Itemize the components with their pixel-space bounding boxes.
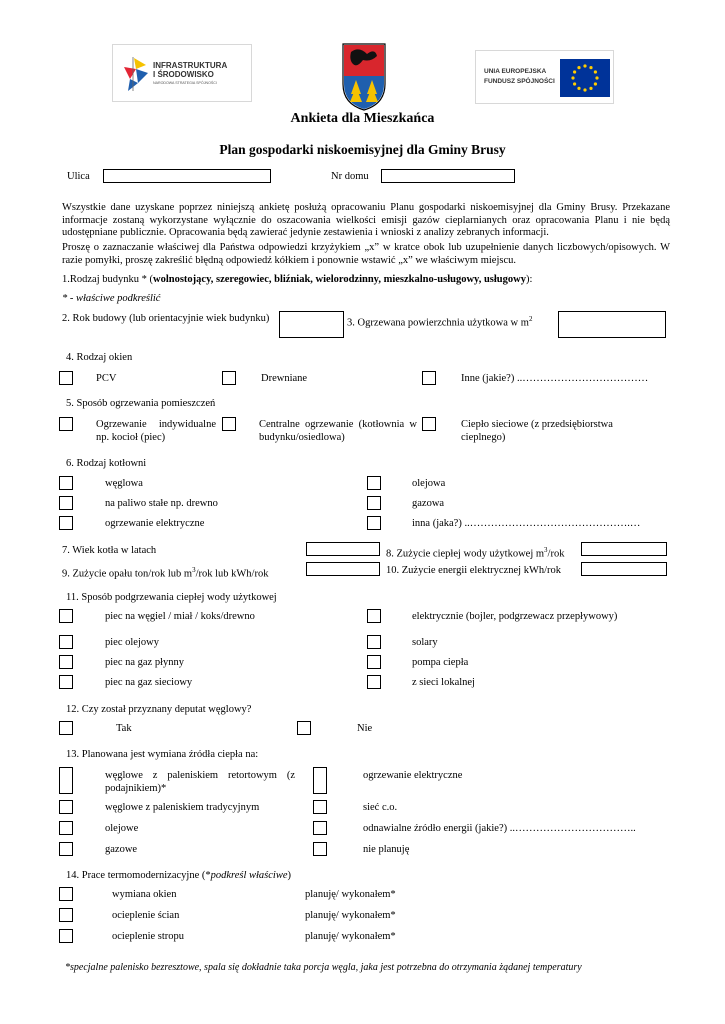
q1-label: 1.Rodzaj budynku * ( (62, 274, 153, 285)
q13-network-checkbox[interactable] (313, 800, 327, 814)
q5-individual-label: Ogrzewanie indywidualne np. kocioł (piec) (96, 419, 216, 443)
q3-label (347, 313, 532, 330)
q7-boiler-age-input[interactable] (306, 542, 380, 556)
q9-sup: 3 (192, 566, 196, 574)
q6-gas-label: gazowa (412, 498, 445, 509)
q6-oil-checkbox[interactable] (367, 476, 381, 490)
q6-oil-label: olejowa (412, 478, 446, 489)
q12-no-checkbox[interactable] (297, 721, 311, 735)
q8-label-text: 8. Zużycie ciepłej wody użytkowej m (386, 548, 545, 560)
q11-solar-label: solary (412, 637, 438, 648)
page-title: Ankieta dla Mieszkańca (290, 111, 435, 126)
q6-electric-label: ogrzewanie elektryczne (105, 518, 205, 529)
q13-gas-checkbox[interactable] (59, 842, 73, 856)
q4-wood-checkbox[interactable] (222, 371, 236, 385)
q11-oil-stove-label: piec olejowy (105, 637, 159, 648)
q13-no-plan-label: nie planuję (363, 844, 410, 855)
house-number-input[interactable] (381, 169, 515, 183)
q12-no-label: Nie (357, 723, 373, 734)
q11-solar-checkbox[interactable] (367, 635, 381, 649)
q14-label-text: 14. Prace termomodernizacyjne (* (66, 870, 211, 881)
q6-label: 6. Rodzaj kotłowni (66, 458, 147, 469)
q14-label (66, 869, 291, 882)
q11-coal-stove-checkbox[interactable] (59, 609, 73, 623)
logo-infra-name2: I ŚRODOWISKO (153, 70, 214, 79)
infrastruktura-logo (112, 44, 252, 102)
q14-label-end: ) (287, 870, 292, 881)
q5-central-label: Centralne ogrzewanie (kotłownia w budynku/osiedlowa) (259, 419, 417, 443)
q3-sup: 2 (528, 315, 533, 323)
q5-district-label: Ciepło sieciowe (z przedsiębiorstwa cieplnego) (461, 419, 613, 443)
nss-flag-icon (120, 55, 150, 93)
q8-label (386, 544, 564, 561)
q1-note: * - właściwe podkreślić (62, 293, 161, 304)
q13-oil-checkbox[interactable] (59, 821, 73, 835)
q12-yes-label: Tak (116, 723, 132, 734)
q13-label: 13. Planowana jest wymiana źródła ciepła na: (66, 749, 259, 760)
q9-label-text: 9. Zużycie opału ton/rok lub m (62, 568, 193, 580)
q11-electric-checkbox[interactable] (367, 609, 381, 623)
q14-walls-label: ocieplenie ścian (112, 910, 180, 921)
q4-other-checkbox[interactable] (422, 371, 436, 385)
q13-retort-checkbox[interactable] (59, 767, 73, 794)
q10-label: 10. Zużycie energii elektrycznej kWh/rok (386, 565, 562, 576)
q11-oil-stove-checkbox[interactable] (59, 635, 73, 649)
q8-sup: 3 (544, 546, 548, 554)
q14-ceiling-checkbox[interactable] (59, 929, 73, 943)
q14-windows-checkbox[interactable] (59, 887, 73, 901)
q7-label: 7. Wiek kotła w latach (62, 545, 157, 556)
q13-electric-label: ogrzewanie elektryczne (363, 770, 463, 781)
q9-label (62, 564, 268, 581)
q8-end: /rok (547, 548, 565, 560)
q12-yes-checkbox[interactable] (59, 721, 73, 735)
q3-label-text: 3. Ogrzewana powierzchnia użytkowa w m (347, 317, 529, 329)
q14-ceiling-label: ocieplenie stropu (112, 931, 185, 942)
q1-options[interactable]: wolnostojący, szeregowiec, bliźniak, wielorodzinny, mieszkalno-usługowy, usługowy (153, 274, 526, 285)
q13-renewable-checkbox[interactable] (313, 821, 327, 835)
q13-network-label: sieć c.o. (363, 802, 398, 813)
q4-pcv-label: PCV (96, 373, 117, 384)
q14-label-italic: podkreśl właściwe (210, 870, 288, 881)
q11-local-network-checkbox[interactable] (367, 675, 381, 689)
q5-district-checkbox[interactable] (422, 417, 436, 431)
q11-heat-pump-label: pompa ciepła (412, 657, 469, 668)
q6-other-label: inna (jaka?) ..……………………………………….… (412, 518, 641, 529)
q9-end: /rok lub kWh/rok (195, 568, 269, 580)
logo-eu-name1: UNIA EUROPEJSKA (484, 68, 547, 75)
eu-cohesion-fund-logo (475, 50, 614, 104)
q14-windows-answer[interactable]: planuję/ wykonałem* (305, 889, 396, 900)
q6-electric-checkbox[interactable] (59, 516, 73, 530)
page-subtitle: Plan gospodarki niskoemisyjnej dla Gminy Brusy (219, 142, 506, 157)
q11-lpg-stove-label: piec na gaz płynny (105, 657, 185, 668)
q1-building-type (62, 273, 532, 286)
q13-gas-label: gazowe (105, 844, 138, 855)
q6-coal-checkbox[interactable] (59, 476, 73, 490)
q11-coal-stove-label: piec na węgiel / miał / koks/drewno (105, 611, 255, 622)
street-input[interactable] (103, 169, 271, 183)
q4-label: 4. Rodzaj okien (66, 352, 133, 363)
q14-ceiling-answer[interactable]: planuję/ wykonałem* (305, 931, 396, 942)
q11-label: 11. Sposób podgrzewania ciepłej wody użytkowej (66, 592, 277, 603)
q1-end: ): (525, 274, 533, 285)
logo-infra-name1: INFRASTRUKTURA (153, 61, 228, 70)
q14-walls-answer[interactable]: planuję/ wykonałem* (305, 910, 396, 921)
q11-network-gas-checkbox[interactable] (59, 675, 73, 689)
q10-electricity-input[interactable] (581, 562, 667, 576)
logo-eu-name2: FUNDUSZ SPÓJNOŚCI (484, 78, 555, 85)
q6-solid-fuel-checkbox[interactable] (59, 496, 73, 510)
eu-flag-icon (560, 59, 610, 97)
q13-retort-label: węglowe z paleniskiem retortowym (z podajnikiem)* (105, 770, 295, 794)
q13-renewable-label: odnawialne źródło energii (jakie?) ..…………………………….. (363, 823, 636, 834)
q13-traditional-coal-label: węglowe z paleniskiem tradycyjnym (105, 802, 260, 813)
q14-walls-checkbox[interactable] (59, 908, 73, 922)
q6-coal-label: węglowa (105, 478, 143, 489)
intro-paragraph-2: Proszę o zaznaczanie właściwej dla Państwa odpowiedzi krzyżykiem „x” w kratce obok lub uzupełnienie danych liczbowych/opisowych. W razie pomyłki, proszę zakreślić błędną odpowiedź kółkiem i ponownie wstawić „x” we właściwym miejscu. (62, 242, 670, 266)
q11-heat-pump-checkbox[interactable] (367, 655, 381, 669)
q6-gas-checkbox[interactable] (367, 496, 381, 510)
q3-area-input[interactable] (558, 311, 666, 338)
footnote: *specjalne palenisko bezresztowe, spala się dokładnie taka porcja węgla, jaka jest potrzebna do otrzymania żądanej temperatury (65, 962, 582, 973)
q14-windows-label: wymiana okien (112, 889, 177, 900)
q9-fuel-input[interactable] (306, 562, 380, 576)
q4-wood-label: Drewniane (261, 373, 308, 384)
q5-individual-checkbox[interactable] (59, 417, 73, 431)
q5-central-checkbox[interactable] (222, 417, 236, 431)
q11-electric-label: elektrycznie (bojler, podgrzewacz przepływowy) (412, 611, 618, 622)
q6-other-checkbox[interactable] (367, 516, 381, 530)
q13-electric-checkbox[interactable] (313, 767, 327, 794)
q11-lpg-stove-checkbox[interactable] (59, 655, 73, 669)
q4-other-label: Inne (jakie?) ..……………………………… (461, 373, 649, 384)
q2-label: 2. Rok budowy (lub orientacyjnie wiek budynku) (62, 313, 270, 324)
q5-label: 5. Sposób ogrzewania pomieszczeń (66, 398, 216, 409)
q12-label: 12. Czy został przyznany deputat węglowy? (66, 704, 252, 715)
q8-hot-water-input[interactable] (581, 542, 667, 556)
logo-infra-sub: NARODOWA STRATEGIA SPÓJNOŚCI (153, 81, 217, 85)
street-label: Ulica (67, 171, 90, 182)
house-number-label: Nr domu (331, 171, 369, 182)
q6-solid-fuel-label: na paliwo stałe np. drewno (105, 498, 218, 509)
gmina-brusy-coat-of-arms-icon (341, 42, 387, 112)
q4-pcv-checkbox[interactable] (59, 371, 73, 385)
q11-local-network-label: z sieci lokalnej (412, 677, 475, 688)
q11-network-gas-label: piec na gaz sieciowy (105, 677, 193, 688)
q13-no-plan-checkbox[interactable] (313, 842, 327, 856)
q13-traditional-coal-checkbox[interactable] (59, 800, 73, 814)
q2-year-input[interactable] (279, 311, 344, 338)
intro-paragraph-1: Wszystkie dane uzyskane poprzez niniejszą ankietę posłużą opracowaniu Planu gospodarki niskoemisyjnej dla Gminy Brusy. Przekazane informacje zostaną wykorzystane wyłącznie do oszacowania wielkości emisji gazów cieplarnianych oraz opracowania Planu i nie będą udostępniane publicznie. Opracowania będą zawierać jedynie zestawienia i wnioski z analizy zebranych informacji. (62, 202, 670, 238)
q13-oil-label: olejowe (105, 823, 139, 834)
